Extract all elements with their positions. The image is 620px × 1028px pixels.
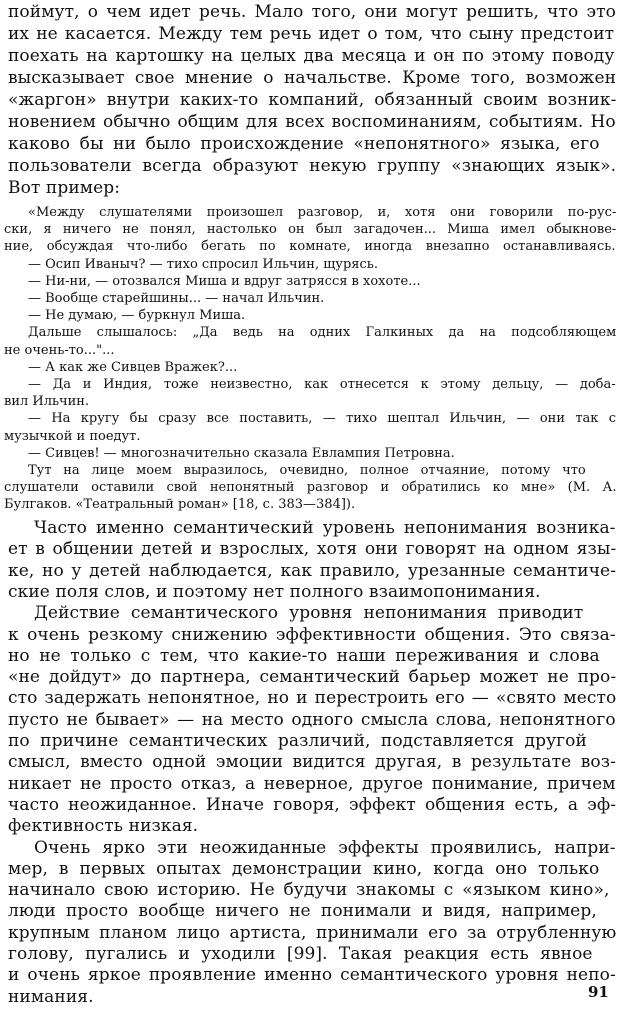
text-line: новением обычно общим для всех воспоминаниям, событиям. Но — [8, 112, 616, 132]
text-line: люди просто вообще ничего не понимали и видя, например, — [8, 901, 597, 922]
page-number: 91 — [588, 983, 609, 1001]
text-line: поймут, о чем идет речь. Мало того, они могут решить, что это — [8, 2, 616, 22]
text-line: Вот пример: — [8, 178, 121, 198]
text-line: сто задержать непонятное, но и перестроить его — «свято место — [8, 688, 617, 709]
text-line: нимания. — [8, 986, 94, 1007]
text-line: музычкой и поедут. — [4, 428, 141, 444]
text-line: по причине семантических различий, подставляется другой — [8, 731, 587, 751]
text-line: никает не просто отказ, а неверное, другое понимание, причем — [8, 773, 616, 794]
text-line: крупным планом лицо артиста, принимали его за отрубленную — [8, 922, 617, 943]
text-line: к очень резкому снижению эффективности общения. Это связа- — [8, 624, 616, 645]
text-line: ке, но у детей наблюдается, как правило, урезанные семантиче- — [8, 560, 617, 581]
text-line: смысл, вместо одной эмоции видится другая, в результате воз- — [8, 752, 616, 773]
text-line: и очень яркое проявление именно семантического уровня непо- — [8, 965, 616, 986]
text-line: слушатели оставили свой непонятный разговор и обратились ко мне» (М. А. — [4, 480, 617, 496]
text-line: «не дойдут» до партнера, семантический барьер может не про- — [8, 667, 617, 688]
text-line: их не касается. Между тем речь идет о том, что сыну предстоит — [8, 24, 615, 44]
text-line: — Да и Индия, тоже неизвестно, как отнесется к этому дельцу, — доба- — [28, 377, 616, 392]
text-line: голову, пугались и уходили [99]. Такая реакция есть явное — [8, 944, 593, 964]
text-line: Дальше слышалось: „Да ведь на одних Галкиных да на подсобляющем — [28, 325, 617, 341]
text-line: «жаргон» внутри каких-то компаний, обязанный своим возник- — [8, 90, 617, 110]
text-line: фективность низкая. — [8, 816, 199, 837]
text-line: — Вообще старейшины... — начал Ильчин. — [28, 291, 325, 306]
text-line: не очень-то..."... — [4, 342, 115, 358]
text-line: — Сивцев! — многозначительно сказала Евлампия Петровна. — [28, 445, 455, 461]
text-line: каково бы ни было происхождение «непонятного» языка, его — [8, 134, 600, 154]
text-line: поехать на картошку на целых два месяца и он по этому поводу — [8, 46, 615, 66]
text-line: Очень ярко эти неожиданные эффекты проявились, напри- — [34, 837, 616, 858]
text-line: высказывает свое мнение о начальстве. Кроме того, возможен — [8, 68, 617, 88]
text-line: мер, в первых опытах демонстрации кино, когда оно только — [8, 858, 600, 879]
text-line: Булгаков. «Театральный роман» [18, с. 383—384]). — [4, 497, 356, 513]
text-line: — Осип Иваныч? — тихо спросил Ильчин, щурясь. — [28, 256, 378, 272]
text-line: Тут на лице моем выразилось, очевидно, полное отчаяние, потому что — [28, 463, 586, 478]
text-line: вил Ильчин. — [4, 394, 90, 410]
text-line: ски, я ничего не понял, настолько он был загадочен... Миша имел обыкнове- — [4, 222, 617, 238]
text-line: ет в общении детей и взрослых, хотя они говорят на одном язы- — [8, 539, 617, 560]
text-line: но не только с тем, что какие-то наши переживания и слова — [8, 645, 600, 666]
text-line: — Не думаю, — буркнул Миша. — [28, 308, 246, 324]
text-line: ские поля слов, и поэтому нет полного взаимопонимания. — [8, 581, 541, 602]
text-line: Часто именно семантический уровень непонимания возника- — [34, 518, 616, 538]
text-line: пусто не бывает» — на место одного смысла слова, непонятного — [8, 709, 616, 730]
text-line: «Между слушателями произошел разговор, и, хотя они говорили по-рус- — [28, 205, 617, 220]
text-line: — Ни-ни, — отозвался Миша и вдруг затрясся в хохоте... — [28, 273, 421, 289]
text-line: ние, обсуждая что-либо бегать по комнате, иногда внезапно останавливаясь. — [4, 239, 616, 255]
text-line: — На кругу бы сразу все поставить, — тихо шептал Ильчин, — они так с — [28, 411, 617, 427]
text-line: Действие семантического уровня непонимания приводит — [34, 603, 584, 624]
text-line: — А как же Сивцев Вражек?... — [28, 359, 238, 375]
text-line: часто неожиданное. Иначе говоря, эффект общения есть, а эф- — [8, 794, 617, 815]
text-line: пользователи всегда образуют некую группу «знающих язык». — [8, 156, 617, 176]
text-line: начинало свою историю. Не будучи знакомы с «языком кино», — [8, 880, 610, 901]
